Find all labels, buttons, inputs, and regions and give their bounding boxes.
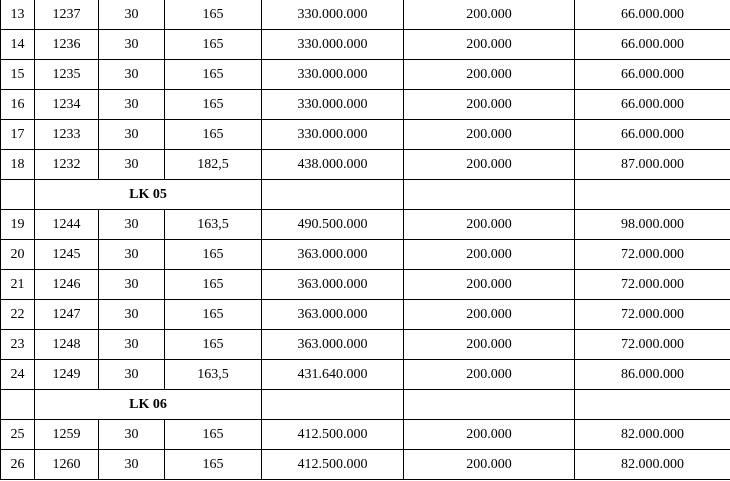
- cell-empty: [262, 390, 404, 420]
- table-row: [1, 0, 730, 30]
- cell-total-price: 438.000.000: [262, 150, 404, 180]
- table-row: [1, 450, 730, 480]
- cell-unit-price: 200.000: [404, 60, 575, 90]
- table-row: [1, 120, 730, 150]
- cell-width: 30: [99, 270, 165, 300]
- cell-empty: [404, 180, 575, 210]
- cell-empty: [404, 390, 575, 420]
- cell-stt: 14: [1, 30, 35, 60]
- cell-area: 165: [165, 120, 262, 150]
- cell-lot-number: 1236: [35, 30, 99, 60]
- cell-width: 30: [99, 330, 165, 360]
- cell-stt: 25: [1, 420, 35, 450]
- cell-unit-price: 200.000: [404, 420, 575, 450]
- cell-deposit: 66.000.000: [575, 60, 730, 90]
- cell-lot-number: 1247: [35, 300, 99, 330]
- cell-total-price: 363.000.000: [262, 240, 404, 270]
- cell-unit-price: 200.000: [404, 240, 575, 270]
- cell-total-price: 330.000.000: [262, 90, 404, 120]
- cell-lot-number: 1237: [35, 0, 99, 30]
- cell-width: 30: [99, 150, 165, 180]
- cell-total-price: 363.000.000: [262, 300, 404, 330]
- cell-total-price: 330.000.000: [262, 30, 404, 60]
- cell-area: 182,5: [165, 150, 262, 180]
- cell-empty: [575, 180, 730, 210]
- group-header-row: [1, 180, 730, 210]
- cell-unit-price: 200.000: [404, 210, 575, 240]
- cell-deposit: 72.000.000: [575, 270, 730, 300]
- cell-stt: 24: [1, 360, 35, 390]
- cell-total-price: 412.500.000: [262, 420, 404, 450]
- cell-deposit: 87.000.000: [575, 150, 730, 180]
- table-row: [1, 90, 730, 120]
- cell-empty: [262, 180, 404, 210]
- cell-width: 30: [99, 120, 165, 150]
- cell-width: 30: [99, 360, 165, 390]
- cell-unit-price: 200.000: [404, 300, 575, 330]
- cell-unit-price: 200.000: [404, 90, 575, 120]
- cell-unit-price: 200.000: [404, 30, 575, 60]
- cell-deposit: 86.000.000: [575, 360, 730, 390]
- cell-lot-number: 1233: [35, 120, 99, 150]
- table-row: [1, 150, 730, 180]
- table-row: [1, 360, 730, 390]
- cell-area: 165: [165, 90, 262, 120]
- cell-unit-price: 200.000: [404, 150, 575, 180]
- cell-area: 165: [165, 300, 262, 330]
- cell-unit-price: 200.000: [404, 0, 575, 30]
- cell-stt: 21: [1, 270, 35, 300]
- table-row: [1, 210, 730, 240]
- cell-width: 30: [99, 300, 165, 330]
- cell-lot-number: 1260: [35, 450, 99, 480]
- cell-total-price: 431.640.000: [262, 360, 404, 390]
- cell-stt: 17: [1, 120, 35, 150]
- cell-area: 163,5: [165, 210, 262, 240]
- cell-total-price: 330.000.000: [262, 60, 404, 90]
- cell-area: 165: [165, 60, 262, 90]
- cell-area: 163,5: [165, 360, 262, 390]
- cell-unit-price: 200.000: [404, 330, 575, 360]
- cell-lot-number: 1246: [35, 270, 99, 300]
- cell-deposit: 66.000.000: [575, 90, 730, 120]
- cell-area: 165: [165, 330, 262, 360]
- cell-width: 30: [99, 420, 165, 450]
- cell-width: 30: [99, 240, 165, 270]
- cell-stt: 23: [1, 330, 35, 360]
- cell-deposit: 66.000.000: [575, 30, 730, 60]
- table-row: [1, 330, 730, 360]
- cell-unit-price: 200.000: [404, 270, 575, 300]
- cell-stt: [1, 390, 35, 420]
- cell-unit-price: 200.000: [404, 360, 575, 390]
- cell-lot-number: 1249: [35, 360, 99, 390]
- cell-deposit: 82.000.000: [575, 420, 730, 450]
- group-label: LK 05: [35, 180, 262, 210]
- cell-lot-number: 1234: [35, 90, 99, 120]
- cell-lot-number: 1248: [35, 330, 99, 360]
- cell-lot-number: 1259: [35, 420, 99, 450]
- cell-stt: 13: [1, 0, 35, 30]
- cell-unit-price: 200.000: [404, 450, 575, 480]
- cell-area: 165: [165, 0, 262, 30]
- cell-stt: 20: [1, 240, 35, 270]
- cell-lot-number: 1235: [35, 60, 99, 90]
- table-row: [1, 240, 730, 270]
- cell-total-price: 412.500.000: [262, 450, 404, 480]
- cell-width: 30: [99, 210, 165, 240]
- table-row: [1, 300, 730, 330]
- table-row: [1, 420, 730, 450]
- table-row: [1, 270, 730, 300]
- cell-width: 30: [99, 450, 165, 480]
- cell-deposit: 72.000.000: [575, 240, 730, 270]
- cell-deposit: 72.000.000: [575, 330, 730, 360]
- cell-area: 165: [165, 240, 262, 270]
- cell-area: 165: [165, 30, 262, 60]
- group-header-row: [1, 390, 730, 420]
- group-label: LK 06: [35, 390, 262, 420]
- cell-lot-number: 1245: [35, 240, 99, 270]
- cell-empty: [575, 390, 730, 420]
- cell-width: 30: [99, 0, 165, 30]
- cell-area: 165: [165, 270, 262, 300]
- cell-lot-number: 1244: [35, 210, 99, 240]
- cell-width: 30: [99, 60, 165, 90]
- cell-total-price: 363.000.000: [262, 270, 404, 300]
- cell-stt: 26: [1, 450, 35, 480]
- cell-stt: 15: [1, 60, 35, 90]
- cell-stt: [1, 180, 35, 210]
- table-row: [1, 30, 730, 60]
- cell-deposit: 66.000.000: [575, 0, 730, 30]
- table-body: [1, 0, 730, 480]
- cell-area: 165: [165, 420, 262, 450]
- cell-width: 30: [99, 30, 165, 60]
- cell-total-price: 490.500.000: [262, 210, 404, 240]
- cell-unit-price: 200.000: [404, 120, 575, 150]
- cell-total-price: 330.000.000: [262, 0, 404, 30]
- cell-width: 30: [99, 90, 165, 120]
- cell-stt: 18: [1, 150, 35, 180]
- cell-lot-number: 1232: [35, 150, 99, 180]
- cell-stt: 22: [1, 300, 35, 330]
- cell-total-price: 330.000.000: [262, 120, 404, 150]
- cell-stt: 16: [1, 90, 35, 120]
- cell-deposit: 66.000.000: [575, 120, 730, 150]
- cell-deposit: 82.000.000: [575, 450, 730, 480]
- cell-area: 165: [165, 450, 262, 480]
- cell-deposit: 72.000.000: [575, 300, 730, 330]
- cell-deposit: 98.000.000: [575, 210, 730, 240]
- cell-total-price: 363.000.000: [262, 330, 404, 360]
- cell-stt: 19: [1, 210, 35, 240]
- table-row: [1, 60, 730, 90]
